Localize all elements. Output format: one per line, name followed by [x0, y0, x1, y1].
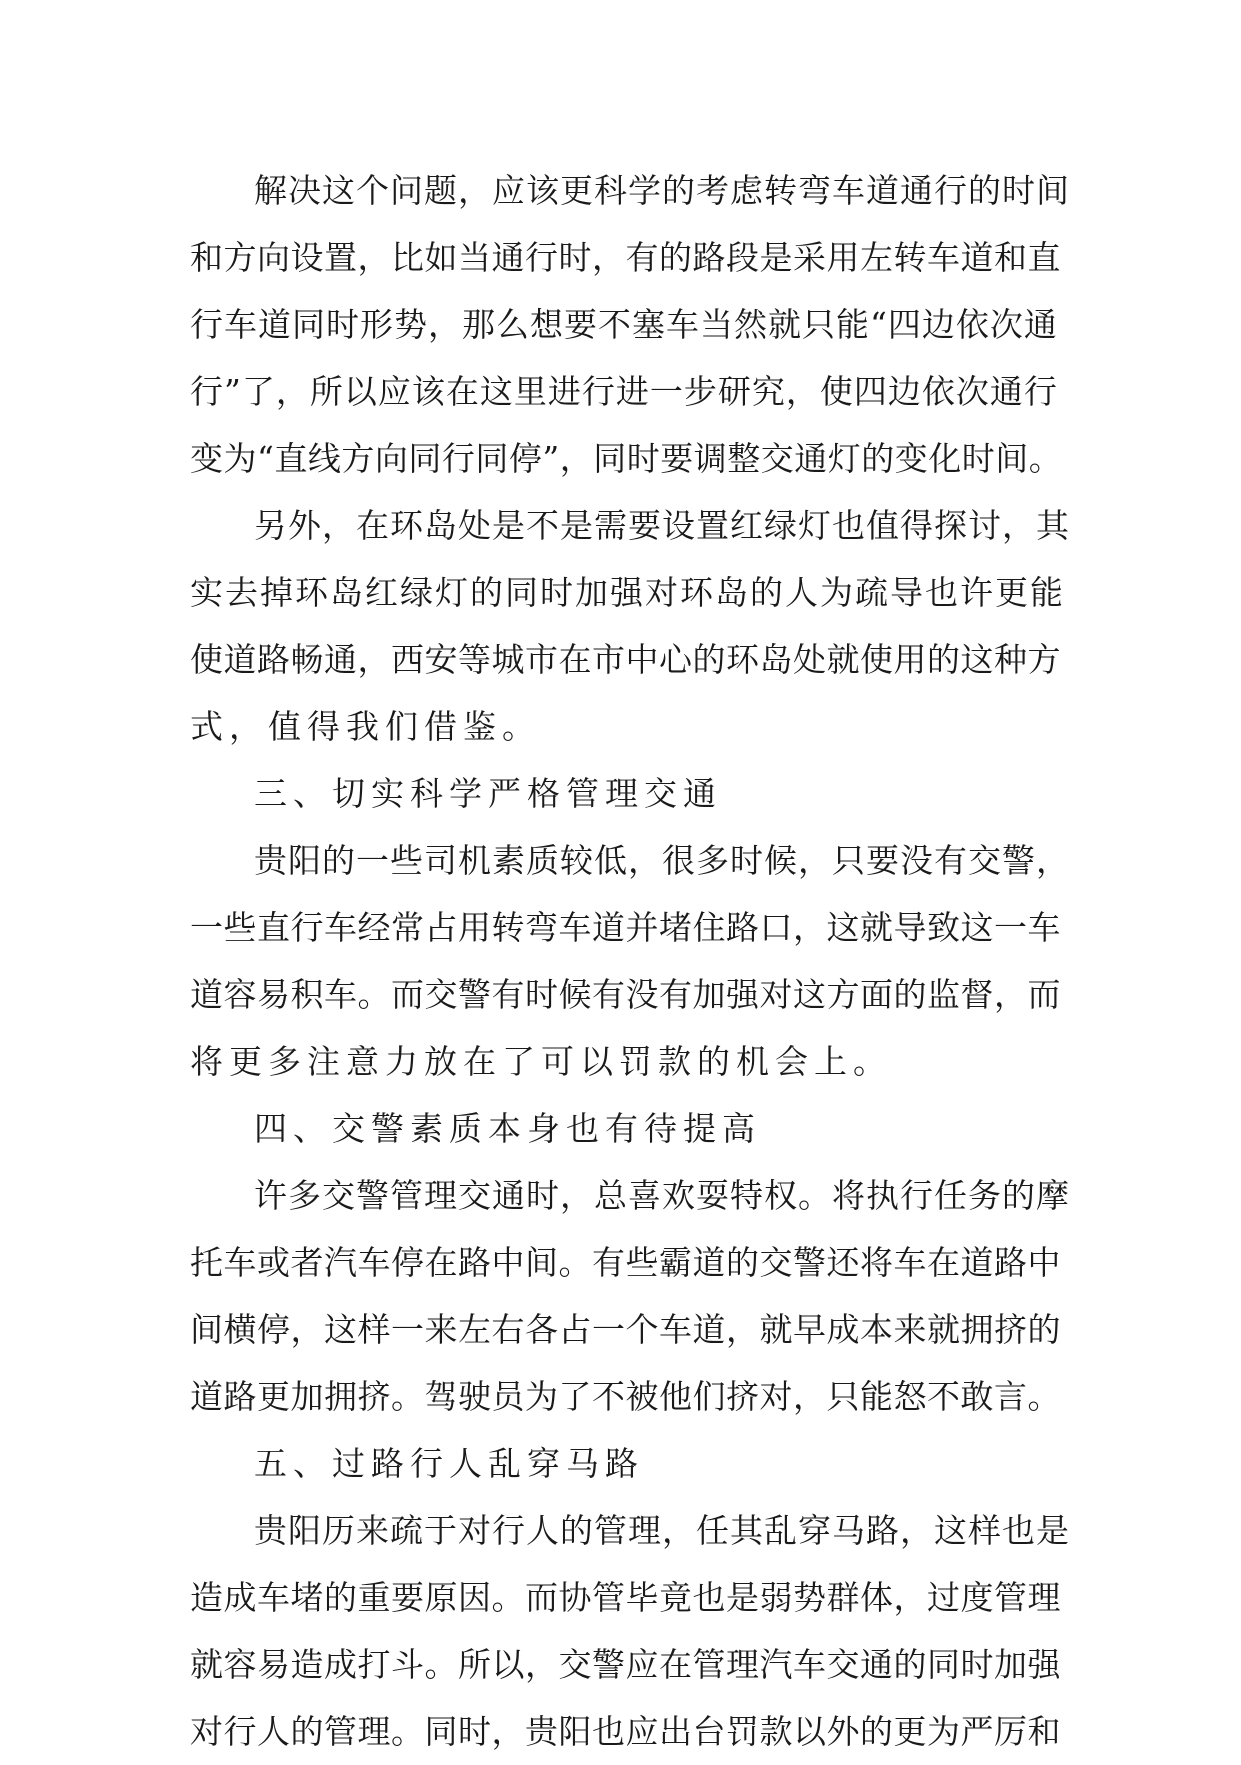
document-line: 实去掉环岛红绿灯的同时加强对环岛的人为疏导也许更能: [190, 573, 1065, 612]
document-line: 就容易造成打斗。所以，交警应在管理汽车交通的同时加强: [190, 1645, 1061, 1684]
document-line: 将更多注意力放在了可以罚款的机会上。: [190, 1042, 892, 1081]
document-line: 贵阳历来疏于对行人的管理，任其乱穿马路，这样也是: [254, 1511, 1070, 1550]
document-body: [190, 157, 1070, 1765]
document-line: 使道路畅通，西安等城市在市中心的环岛处就使用的这种方: [190, 640, 1061, 679]
document-line: 贵阳的一些司机素质较低，很多时候，只要没有交警，: [254, 841, 1070, 880]
document-line: 一些直行车经常占用转弯车道并堵住路口，这就导致这一车: [190, 908, 1061, 947]
document-line: 行车道同时形势，那么想要不塞车当然就只能“四边依次通: [190, 305, 1058, 344]
document-line: 许多交警管理交通时，总喜欢耍特权。将执行任务的摩: [254, 1176, 1070, 1215]
document-line: 式，值得我们借鉴。: [190, 707, 541, 746]
document-line: 间横停，这样一来左右各占一个车道，就早成本来就拥挤的: [190, 1310, 1061, 1349]
document-line: 另外，在环岛处是不是需要设置红绿灯也值得探讨，其: [254, 506, 1070, 545]
document-line: 托车或者汽车停在路中间。有些霸道的交警还将车在道路中: [190, 1243, 1061, 1282]
document-line: 道容易积车。而交警有时候有没有加强对这方面的监督，而: [190, 975, 1061, 1014]
document-line: 造成车堵的重要原因。而协管毕竟也是弱势群体，过度管理: [190, 1578, 1061, 1617]
document-line: 和方向设置，比如当通行时，有的路段是采用左转车道和直: [190, 238, 1061, 277]
document-line: 四、交警素质本身也有待提高: [254, 1109, 761, 1148]
document-line: 行”了，所以应该在这里进行进一步研究，使四边依次通行: [190, 372, 1058, 411]
document-line: 五、过路行人乱穿马路: [254, 1444, 644, 1483]
document-line: 变为“直线方向同行同停”，同时要调整交通灯的变化时间。: [190, 439, 1063, 478]
document-line: 对行人的管理。同时，贵阳也应出台罚款以外的更为严厉和: [190, 1712, 1061, 1751]
document-line: 三、切实科学严格管理交通: [254, 774, 722, 813]
document-line: 道路更加拥挤。驾驶员为了不被他们挤对，只能怒不敢言。: [190, 1377, 1061, 1416]
document-line: 解决这个问题，应该更科学的考虑转弯车道通行的时间: [254, 171, 1070, 210]
